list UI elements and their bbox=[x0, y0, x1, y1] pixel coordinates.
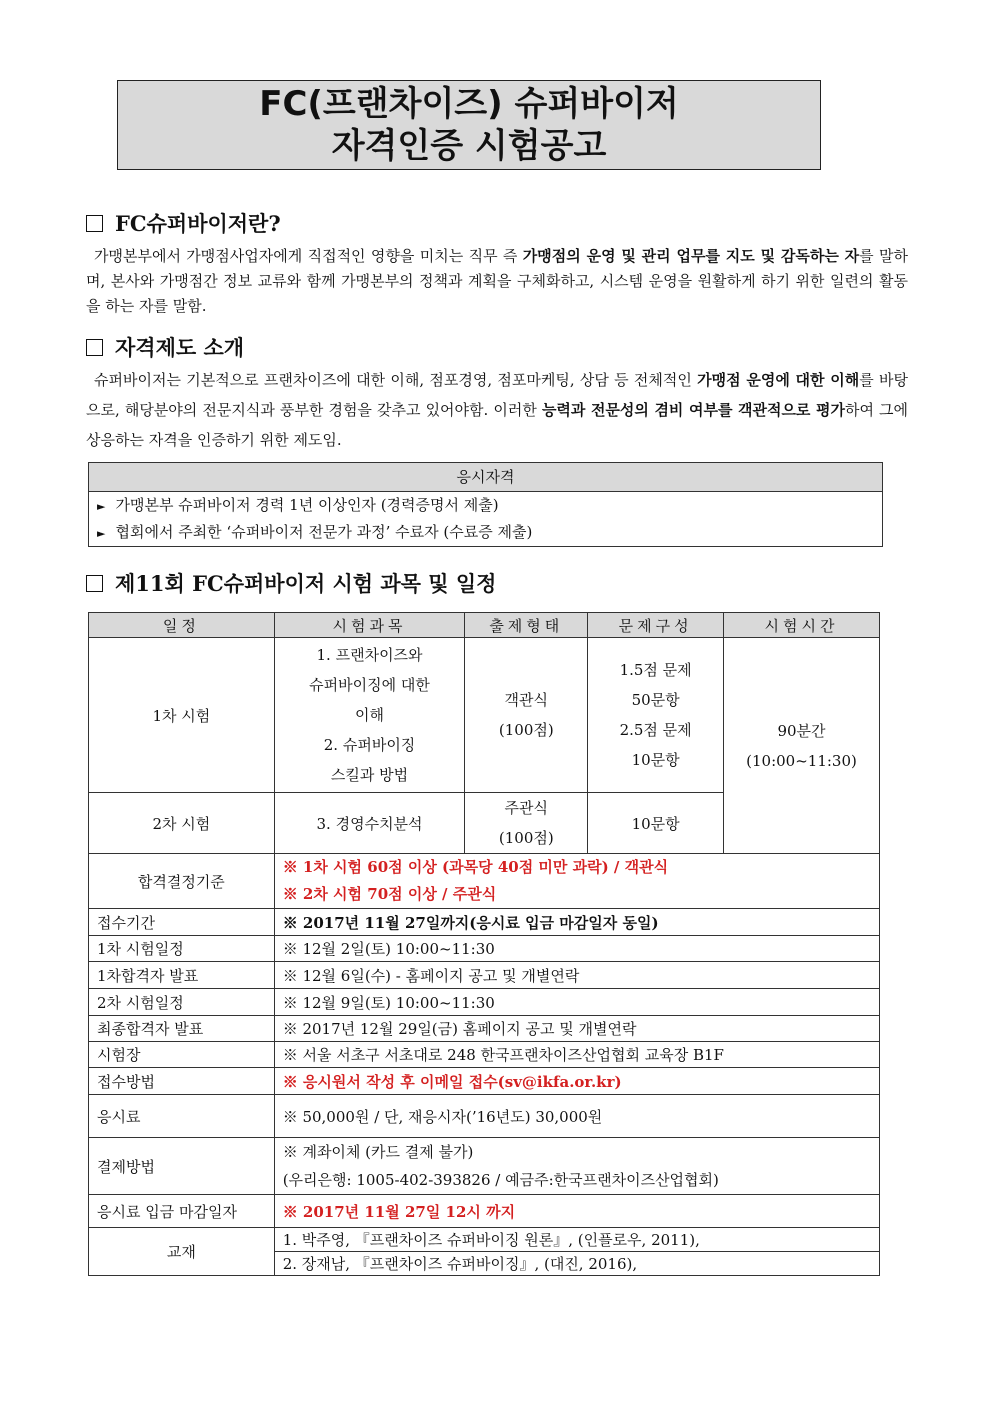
checkbox-icon bbox=[86, 575, 103, 592]
arrow-right-icon: ► bbox=[97, 527, 106, 540]
row-label: 최종합격자 발표 bbox=[89, 1016, 275, 1042]
composition-line: 50문항 bbox=[631, 691, 680, 709]
section1-paragraph bbox=[86, 244, 908, 319]
time-line: (10:00~11:30) bbox=[746, 751, 857, 770]
section2-paragraph bbox=[86, 365, 908, 455]
type-line: (100점) bbox=[498, 829, 554, 847]
payment-line: ※ 계좌이체 (카드 결제 불가) bbox=[282, 1143, 474, 1161]
subject-line: 스킬과 방법 bbox=[330, 766, 409, 784]
exam2-type bbox=[465, 793, 588, 854]
composition-line: 2.5점 문제 bbox=[619, 721, 692, 739]
section-heading-what-is bbox=[86, 208, 281, 238]
row-value: ※ 응시원서 작성 후 이메일 접수(sv@ikfa.or.kr) bbox=[274, 1068, 879, 1095]
text-span: 가맹본부에서 가맹점사업자에게 직접적인 영향을 미치는 직무 즉 bbox=[94, 247, 523, 265]
title-line-2: 자격인증 시험공고 bbox=[331, 126, 607, 166]
table-row bbox=[89, 638, 880, 793]
header-cell: 문제구성 bbox=[588, 613, 724, 638]
exam2-label: 2차 시험 bbox=[89, 793, 275, 854]
qualification-box bbox=[88, 462, 883, 547]
row-label: 응시료 입금 마감일자 bbox=[89, 1195, 275, 1228]
row-value: ※ 서울 서초구 서초대로 248 한국프랜차이즈산업협회 교육장 B1F bbox=[274, 1042, 879, 1068]
subject-line: 이해 bbox=[355, 706, 385, 724]
table-row bbox=[89, 1095, 880, 1138]
header-cell: 시험과목 bbox=[274, 613, 465, 638]
row-label: 시험장 bbox=[89, 1042, 275, 1068]
exam1-composition bbox=[588, 638, 724, 793]
table-row bbox=[89, 909, 880, 936]
row-label: 응시료 bbox=[89, 1095, 275, 1138]
section-heading-system-intro bbox=[86, 332, 244, 362]
section-heading-text: FC슈퍼바이저란? bbox=[115, 211, 281, 236]
table-row bbox=[89, 1138, 880, 1195]
table-row bbox=[89, 854, 880, 909]
exam2-subject: 3. 경영수치분석 bbox=[274, 793, 465, 854]
row-value: ※ 12월 9일(토) 10:00~11:30 bbox=[274, 989, 879, 1016]
table-header-row bbox=[89, 613, 880, 638]
pass-label: 합격결정기준 bbox=[89, 854, 275, 909]
qualification-item bbox=[89, 492, 882, 519]
row-label: 접수방법 bbox=[89, 1068, 275, 1095]
row-value: ※ 50,000원 / 단, 재응시자(’16년도) 30,000원 bbox=[274, 1095, 879, 1138]
bold-text-span: 능력과 전문성의 겸비 여부를 객관적으로 평가 bbox=[541, 401, 845, 419]
row-label: 결제방법 bbox=[89, 1138, 275, 1195]
composition-line: 1.5점 문제 bbox=[619, 661, 692, 679]
text-span: 슈퍼바이저는 기본적으로 프랜차이즈에 대한 이해, 점포경영, 점포마케팅, 상담 등 전체적인 bbox=[94, 371, 698, 389]
section-heading-text: 제11회 FC슈퍼바이저 시험 과목 및 일정 bbox=[115, 571, 497, 596]
title-box bbox=[117, 80, 821, 170]
pass-criteria bbox=[274, 854, 879, 909]
table-row bbox=[89, 1016, 880, 1042]
table-row bbox=[89, 962, 880, 989]
exam1-label: 1차 시험 bbox=[89, 638, 275, 793]
row-label: 1차합격자 발표 bbox=[89, 962, 275, 989]
qualification-item-text: 가맹본부 슈퍼바이저 경력 1년 이상인자 (경력증명서 제출) bbox=[115, 496, 499, 514]
section-heading-schedule bbox=[86, 568, 496, 598]
type-line: 주관식 bbox=[504, 799, 549, 817]
row-value: ※ 2017년 11월 27일 12시 까지 bbox=[274, 1195, 879, 1228]
exam2-composition: 10문항 bbox=[588, 793, 724, 854]
header-cell: 시험시간 bbox=[724, 613, 880, 638]
qualification-header: 응시자격 bbox=[89, 463, 882, 492]
checkbox-icon bbox=[86, 339, 103, 356]
arrow-right-icon: ► bbox=[97, 500, 106, 513]
exam-time bbox=[724, 638, 880, 854]
table-row bbox=[89, 1228, 880, 1252]
pass-criteria-line: ※ 1차 시험 60점 이상 (과목당 40점 미만 과락) / 객관식 bbox=[282, 858, 669, 876]
exam1-type bbox=[465, 638, 588, 793]
checkbox-icon bbox=[86, 215, 103, 232]
text-span: 하여 그에 상응하는 자격을 인증하기 위한 제도임. bbox=[86, 401, 908, 449]
payment-line: (우리은행: 1005-402-393826 / 예금주:한국프랜차이즈산업협회) bbox=[282, 1171, 719, 1189]
time-line: 90분간 bbox=[777, 721, 826, 740]
row-value: ※ 12월 6일(수) - 홈페이지 공고 및 개별연락 bbox=[274, 962, 879, 989]
bold-text-span: 가맹점 운영에 대한 이해 bbox=[697, 371, 860, 389]
table-row bbox=[89, 936, 880, 962]
bold-text-span: 가맹점의 운영 및 관리 업무를 지도 및 감독하는 자 bbox=[522, 247, 860, 265]
composition-line: 10문항 bbox=[631, 751, 680, 769]
table-row bbox=[89, 1195, 880, 1228]
row-label: 교재 bbox=[89, 1228, 275, 1276]
subject-line: 2. 슈퍼바이징 bbox=[323, 736, 416, 754]
row-value: ※ 2017년 12월 29일(금) 홈페이지 공고 및 개별연락 bbox=[274, 1016, 879, 1042]
row-label: 접수기간 bbox=[89, 909, 275, 936]
section-heading-text: 자격제도 소개 bbox=[115, 335, 245, 360]
row-value: 1. 박주영, 『프랜차이즈 슈퍼바이징 원론』, (인플로우, 2011), bbox=[274, 1228, 879, 1252]
type-line: 객관식 bbox=[504, 691, 549, 709]
qualification-item-text: 협회에서 주최한 ‘슈퍼바이저 전문가 과정’ 수료자 (수료증 제출) bbox=[115, 523, 533, 541]
row-value: 2. 장재남, 『프랜차이즈 슈퍼바이징』, (대진, 2016), bbox=[274, 1252, 879, 1276]
row-value bbox=[274, 1138, 879, 1195]
header-cell: 출제형태 bbox=[465, 613, 588, 638]
exam1-subjects bbox=[274, 638, 465, 793]
subject-line: 1. 프랜차이즈와 bbox=[316, 646, 423, 664]
table-row bbox=[89, 1042, 880, 1068]
qualification-item bbox=[89, 519, 882, 546]
type-line: (100점) bbox=[498, 721, 554, 739]
subject-line: 슈퍼바이징에 대한 bbox=[309, 676, 430, 694]
row-value: ※ 2017년 11월 27일까지(응시료 입금 마감일자 동일) bbox=[274, 909, 879, 936]
table-row bbox=[89, 989, 880, 1016]
text-span: 를 바탕으로, 해당분야의 전문지식과 풍부한 경험을 갖추고 있어야함. 이러한 bbox=[86, 371, 908, 419]
title-line-1: FC(프랜차이즈) 슈퍼바이저 bbox=[259, 84, 679, 124]
table-row bbox=[89, 1068, 880, 1095]
row-label: 2차 시험일정 bbox=[89, 989, 275, 1016]
header-cell: 일정 bbox=[89, 613, 275, 638]
schedule-table bbox=[88, 612, 880, 1276]
row-label: 1차 시험일정 bbox=[89, 936, 275, 962]
row-value: ※ 12월 2일(토) 10:00~11:30 bbox=[274, 936, 879, 962]
pass-criteria-line: ※ 2차 시험 70점 이상 / 주관식 bbox=[282, 885, 497, 903]
text-span: 를 말하며, 본사와 가맹점간 정보 교류와 함께 가맹본부의 정책과 계획을 구체화하고, 시스템 운영을 원활하게 하기 위한 일련의 활동을 하는 자를 말함. bbox=[86, 247, 908, 315]
